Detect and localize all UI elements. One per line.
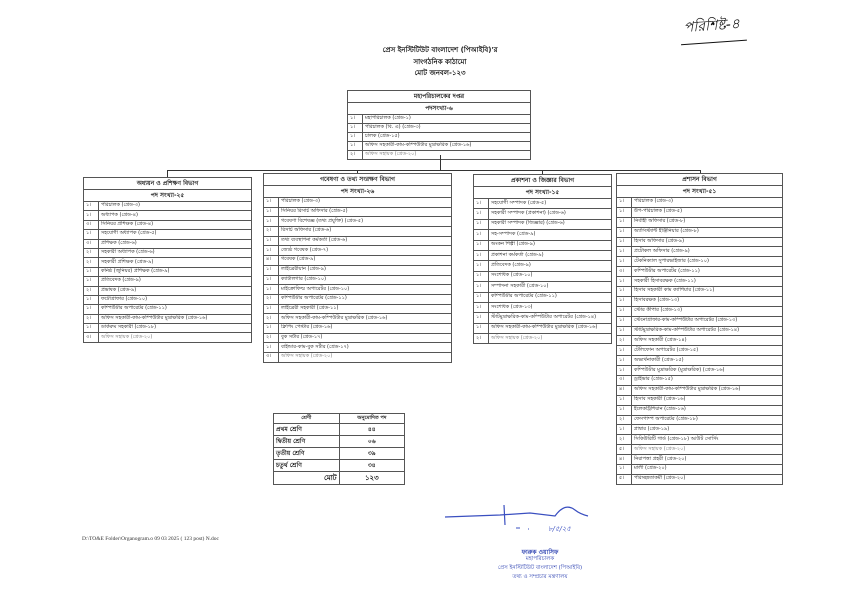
post-quantity: ৫।	[617, 445, 632, 455]
post-title: অংকন শিল্পী (গ্রেড-৯)	[489, 240, 612, 250]
post-row	[617, 385, 783, 395]
post-title: স্টাটমুদ্রাক্ষরিক-কাম-কম্পিউটার অপারেটর (গ্রেড-১৪)	[632, 326, 783, 336]
post-quantity: ১।	[84, 324, 99, 333]
signatory-name: ফারুক ওয়াসিফ	[521, 549, 559, 556]
post-title: অভ্যর্থনাকারী (গ্রেড-১৫)	[632, 356, 783, 366]
post-row	[617, 376, 783, 386]
post-title: পরিচালক (গ্রেড-৩)	[632, 198, 783, 208]
post-row	[617, 455, 783, 465]
post-quantity: ১।	[474, 199, 489, 209]
post-row	[84, 286, 252, 295]
post-quantity: ১।	[264, 217, 279, 227]
post-title: অফিস সহায়ক (গ্রেড-২০)	[363, 151, 531, 160]
post-quantity: ১।	[617, 296, 632, 306]
post-row	[617, 227, 783, 237]
post-quantity: ২।	[84, 248, 99, 257]
post-quantity: ১।	[617, 326, 632, 336]
signatory-ministry: তথ্য ও সম্প্রচার মন্ত্রণালয়	[512, 574, 568, 580]
post-quantity: ১।	[617, 316, 632, 326]
post-title: কম্পিউটার অপারেটর (গ্রেড-১১)	[279, 294, 452, 304]
post-quantity: ১।	[474, 302, 489, 312]
post-row	[264, 236, 452, 246]
post-quantity: ১।	[474, 323, 489, 333]
post-title: কম্পিউটার অপারেটর (গ্রেড-১১)	[632, 267, 783, 277]
post-row	[264, 217, 452, 227]
post-row	[474, 302, 612, 312]
post-title: সংশোধক (গ্রেড-১০)	[489, 271, 612, 281]
post-row	[617, 296, 783, 306]
post-title: অফিস সহায়ক (গ্রেড-২০)	[489, 334, 612, 344]
post-title: অফিস সহকারী-কাম-কম্পিউটার মুদ্রাক্ষরিক (গ্রেড-১৬)	[489, 323, 612, 333]
post-row	[348, 133, 531, 142]
post-title: নির্বাহী অফিসার (গ্রেড-৮)	[632, 217, 783, 227]
post-quantity: ১।	[617, 425, 632, 435]
post-title: সহ-সম্পাদক (গ্রেড-৯)	[489, 230, 612, 240]
post-title: ক্লিপিং পেস্টার (গ্রেড-১৬)	[279, 323, 452, 333]
dept-name: প্রকাশনা ও জিজ্ঞার বিভাগ	[474, 175, 612, 187]
post-quantity: ১।	[617, 237, 632, 247]
post-row	[617, 257, 783, 267]
summary-row	[274, 460, 405, 472]
post-count: পদ সংখ্যা-১৫	[474, 187, 612, 199]
post-row	[617, 425, 783, 435]
post-title: প্রটোকল অফিসার (গ্রেড-৯)	[632, 247, 783, 257]
post-row	[474, 240, 612, 250]
post-row	[264, 285, 452, 295]
post-quantity: ১।	[474, 261, 489, 271]
post-row	[617, 267, 783, 277]
footer-file-path: D:\TO&E Folder\Organogram.o 09 03 2025 ( 123 post) N.doc	[82, 536, 219, 542]
post-title: কম্পিউটার অপারেটর (গ্রেড-১১)	[99, 305, 252, 314]
post-row	[474, 271, 612, 281]
post-quantity: ১।	[474, 292, 489, 302]
post-row	[264, 246, 452, 256]
post-quantity: ১।	[474, 209, 489, 219]
post-quantity: ৪।	[264, 256, 279, 266]
post-title: সহকারী প্রশিক্ষক (গ্রেড-৯)	[99, 258, 252, 267]
post-title: চালক (গ্রেড-১৫)	[363, 133, 531, 142]
post-quantity: ১।	[348, 142, 363, 151]
post-quantity: ২।	[348, 151, 363, 160]
post-title: হিসাব সহকারী কাম ক্যাশিয়ার (গ্রেড-১১)	[632, 287, 783, 297]
post-count: পদ সংখ্যা-২৫	[84, 190, 252, 202]
post-title: পরিচালক (গ্রেড-৩)	[99, 202, 252, 211]
post-quantity: ১।	[617, 277, 632, 287]
post-quantity: ১।	[84, 295, 99, 304]
post-row	[264, 227, 452, 237]
post-quantity: ১।	[474, 282, 489, 292]
post-row	[84, 324, 252, 333]
post-row	[84, 305, 252, 314]
post-title: সহকারী সম্পাদক (জিজ্ঞার) (গ্রেড-৬)	[489, 219, 612, 229]
post-quantity: ১।	[264, 275, 279, 285]
post-row	[617, 435, 783, 445]
dept-table-research	[263, 173, 452, 363]
post-quantity: ৫।	[617, 474, 632, 484]
post-title: প্রশিক্ষক (গ্রেড-৬)	[99, 239, 252, 248]
post-row	[264, 198, 452, 208]
post-row	[474, 323, 612, 333]
post-row	[617, 326, 783, 336]
post-title: কম্পিউটার মুদ্রাক্ষরিক (মুদ্রাক্ষরিক) (গ্রেড-১৬)	[632, 366, 783, 376]
post-title: স্টোর কীপার (গ্রেড-১৩)	[632, 306, 783, 316]
post-quantity: ১।	[264, 304, 279, 314]
post-quantity: ১।	[264, 265, 279, 275]
post-row	[348, 115, 531, 124]
post-title: ড্রাইভার (গ্রেড-১৫)	[632, 376, 783, 386]
post-row	[264, 256, 452, 266]
post-count: পদ সংখ্যা-২৬	[264, 186, 452, 198]
post-row	[617, 277, 783, 287]
post-quantity: ২।	[617, 415, 632, 425]
post-row	[264, 353, 452, 363]
post-row	[84, 258, 252, 267]
summary-row	[274, 436, 405, 448]
post-quantity: ১।	[348, 115, 363, 124]
post-title: প্রতিবেদক (গ্রেড-৯)	[489, 261, 612, 271]
post-row	[264, 275, 452, 285]
post-row	[617, 395, 783, 405]
post-quantity: ১।	[617, 395, 632, 405]
post-title: সহকারী হিসাবরক্ষক (গ্রেড-১১)	[632, 277, 783, 287]
post-row	[264, 294, 452, 304]
post-row	[84, 267, 252, 276]
post-quantity: ১।	[617, 287, 632, 297]
post-title: সহযোগী অধ্যাপক (গ্রেড-৫)	[99, 230, 252, 239]
summary-row	[274, 424, 405, 436]
summary-class: চতুর্থ শ্রেণি	[274, 460, 340, 472]
post-title: অফিস সহকারী-কাম-কম্পিউটার মুদ্রাক্ষরিক (গ্রেড-১৬)	[632, 385, 783, 395]
post-title: রিসার্চ অফিসার (গ্রেড-৬)	[279, 227, 452, 237]
dept-table-publication	[473, 174, 612, 344]
summary-value: ০৬	[339, 436, 404, 448]
post-row	[617, 415, 783, 425]
post-row	[84, 295, 252, 304]
post-title: পরিচালক (গ্রেড-৩)	[279, 198, 452, 208]
dept-name: মহাপরিচালকের দপ্তর	[348, 91, 531, 103]
post-title: প্রতিবেদক (গ্রেড-৯)	[99, 277, 252, 286]
post-title: লাইব্রেরী সহকারী (গ্রেড-১১)	[279, 304, 452, 314]
signature-date: ৮/৫/২৫	[548, 525, 571, 533]
post-quantity: ১।	[84, 202, 99, 211]
post-quantity: ১।	[617, 356, 632, 366]
summary-value: ৩৯	[339, 448, 404, 460]
post-quantity: ৩।	[84, 333, 99, 342]
post-quantity: ১।	[264, 323, 279, 333]
dept-name: গবেষণা ও তথ্য সংরক্ষণ বিভাগ	[264, 174, 452, 186]
post-row	[617, 306, 783, 316]
post-quantity: ১।	[84, 211, 99, 220]
post-row	[617, 474, 783, 484]
post-title: প্রভাষক (গ্রেড-৯)	[99, 286, 252, 295]
post-title: অ্যাসিস্ট্যান্ট ইঞ্জিনিয়ার (গ্রেড-৮)	[632, 227, 783, 237]
post-row	[264, 207, 452, 217]
post-title: অফিস সহকারী-কাম-কম্পিউটার মুদ্রাক্ষরিক (গ্রেড-১৬)	[99, 314, 252, 323]
post-title: প্রকাশনা কর্মকর্তা (গ্রেড-৯)	[489, 250, 612, 260]
post-quantity: ২।	[264, 227, 279, 237]
post-title: পরিচালক (বি. এ) (গ্রেড-৩)	[363, 124, 531, 133]
dept-name: প্রশাসন বিভাগ	[617, 174, 783, 186]
post-row	[84, 239, 252, 248]
post-title: অফিস সহকারী-কাম-কম্পিউটার মুদ্রাক্ষরিক (গ্রেড-১৬)	[363, 142, 531, 151]
post-quantity: ১।	[348, 124, 363, 133]
post-count: পদসংখ্যা-৬	[348, 103, 531, 115]
post-row	[264, 343, 452, 353]
post-quantity: ১।	[617, 465, 632, 475]
post-quantity: ১।	[617, 247, 632, 257]
post-row	[84, 333, 252, 342]
post-quantity: ১।	[617, 198, 632, 208]
post-quantity: ১।	[84, 230, 99, 239]
post-title: কম্পিউটার অপারেটর (গ্রেড-১১)	[489, 292, 612, 302]
post-quantity: ১।	[474, 271, 489, 281]
post-row	[617, 237, 783, 247]
post-title: টেকনিক্যাল সুপারভাইজার (গ্রেড-১০)	[632, 257, 783, 267]
post-row	[84, 248, 252, 257]
post-quantity: ১।	[264, 236, 279, 246]
summary-class: তৃতীয় শ্রেণি	[274, 448, 340, 460]
post-row	[474, 230, 612, 240]
post-quantity: ১।	[617, 306, 632, 316]
post-quantity: ১।	[617, 346, 632, 356]
post-title: হিসাব সহকারী (গ্রেড-১৬)	[632, 395, 783, 405]
summary-value: ৪৪	[339, 424, 404, 436]
dept-table-administration	[616, 173, 783, 485]
post-title: নিরাপত্তা প্রহরী (গ্রেড-২০)	[632, 455, 783, 465]
post-quantity: ১।	[264, 198, 279, 208]
post-title: অফিস সহকারী (গ্রেড-১৪)	[632, 336, 783, 346]
post-title: মহাপরিচালক (গ্রেড-১)	[363, 115, 531, 124]
post-row	[264, 323, 452, 333]
post-title: সম্পাদনা সহকারী (গ্রেড-১০)	[489, 282, 612, 292]
summary-table	[273, 413, 405, 485]
post-title: বাইন্ডার-কাম-বুক সর্টার (গ্রেড-১৭)	[279, 343, 452, 353]
post-quantity: ১।	[617, 217, 632, 227]
post-title: গবেষণা বিশেষজ্ঞ (তথ্য প্রযুক্তি) (গ্রেড-৫)	[279, 217, 452, 227]
post-quantity: ১।	[617, 257, 632, 267]
post-row	[617, 346, 783, 356]
post-quantity: ১।	[617, 366, 632, 376]
post-title: গবেষক (গ্রেড-৯)	[279, 256, 452, 266]
post-quantity: ৩।	[617, 376, 632, 386]
post-title: ফেসপাম্প অপারেটর (গ্রেড-১৮)	[632, 415, 783, 425]
doc-title: প্রেস ইনস্টিটিউট বাংলাদেশ (পিআইবি)'র	[382, 46, 498, 54]
post-quantity: ১।	[264, 246, 279, 256]
post-row	[474, 282, 612, 292]
head-office-table	[347, 90, 531, 160]
post-title: ইলেকট্রিশিয়ান (গ্রেড-১৬)	[632, 405, 783, 415]
post-quantity: ১।	[84, 267, 99, 276]
post-title: সিনিয়র রিসার্চ অফিসার (গ্রেড-৫)	[279, 207, 452, 217]
post-quantity: ১।	[617, 207, 632, 217]
post-quantity: ৪।	[617, 455, 632, 465]
post-row	[84, 202, 252, 211]
post-title: বুক সর্টার (গ্রেড-১৭)	[279, 333, 452, 343]
post-row	[84, 314, 252, 323]
post-row	[474, 209, 612, 219]
post-quantity: ১।	[474, 230, 489, 240]
post-quantity: ১।	[84, 277, 99, 286]
post-quantity: ৩।	[84, 220, 99, 229]
summary-class: প্রথম শ্রেণি	[274, 424, 340, 436]
post-row	[617, 316, 783, 326]
post-title: টেলিফোন অপারেটর (গ্রেড-১৫)	[632, 346, 783, 356]
post-quantity: ১।	[84, 305, 99, 314]
post-row	[617, 217, 783, 227]
post-quantity: ২।	[617, 336, 632, 346]
post-title: স্টেনোগ্রাফার-কাম-কম্পিউটার অপারেটর (গ্রেড-১৩)	[632, 316, 783, 326]
post-title: সিনিয়র প্রশিক্ষক (গ্রেড-৪)	[99, 220, 252, 229]
post-title: ফটোগ্রাফার (গ্রেড-১০)	[99, 295, 252, 304]
post-row	[348, 142, 531, 151]
post-row	[617, 405, 783, 415]
connector	[167, 170, 700, 171]
summary-class: দ্বিতীয় শ্রেণি	[274, 436, 340, 448]
post-quantity: ১।	[617, 227, 632, 237]
post-row	[617, 465, 783, 475]
post-title: কনিষ্ঠ (জুনিয়র) প্রশিক্ষক (গ্রেড-৯)	[99, 267, 252, 276]
post-title: ডার্করুম সহকারী (গ্রেড-১৮)	[99, 324, 252, 333]
post-quantity: ২।	[84, 314, 99, 323]
post-row	[348, 124, 531, 133]
post-title: পরিচ্ছন্নতাকর্মী (গ্রেড-২০)	[632, 474, 783, 484]
summary-row	[274, 448, 405, 460]
connector	[440, 155, 441, 170]
post-title: অফিস সহায়ক (গ্রেড-২০)	[279, 353, 452, 363]
post-row	[84, 230, 252, 239]
post-title: জ্যেষ্ঠ গবেষক (গ্রেড-৭)	[279, 246, 452, 256]
post-row	[84, 211, 252, 220]
post-row	[264, 265, 452, 275]
post-row	[617, 366, 783, 376]
summary-header-class: শ্রেণী	[274, 414, 340, 424]
post-quantity: ১।	[474, 240, 489, 250]
post-row	[617, 198, 783, 208]
signatory-org: প্রেস ইনস্টিটিউট বাংলাদেশ (পিআইবি)	[497, 565, 583, 571]
post-quantity: ১।	[264, 343, 279, 353]
post-row	[617, 287, 783, 297]
signatory-designation: মহাপরিচালক	[525, 556, 555, 562]
post-row	[474, 334, 612, 344]
post-quantity: ২।	[84, 258, 99, 267]
post-count: পদ সংখ্যা-৫১	[617, 186, 783, 198]
post-title: তথ্য ব্যবস্থাপনা কর্মকর্তা (গ্রেড-৬)	[279, 236, 452, 246]
signature-image	[440, 500, 600, 540]
post-row	[264, 314, 452, 324]
post-quantity: ২।	[264, 294, 279, 304]
doc-subtitle: সাংগঠনিক কাঠামো	[413, 58, 467, 66]
post-row	[474, 261, 612, 271]
total-staff: মোট জনবল-১২৩	[414, 69, 466, 77]
post-quantity: ১।	[348, 133, 363, 142]
post-row	[617, 356, 783, 366]
post-title: অফিস সহায়ক (গ্রেড-২০)	[99, 333, 252, 342]
post-row	[348, 151, 531, 160]
post-quantity: ২।	[264, 333, 279, 343]
post-title: অফিস সহকারী-কাম-কম্পিউটার মুদ্রাক্ষরিক (গ্রেড-১৬)	[279, 314, 452, 324]
post-quantity: ১।	[617, 405, 632, 415]
post-title: সহকারী সম্পাদক (প্রকাশনা) (গ্রেড-৬)	[489, 209, 612, 219]
post-title: ক্যাটালগার (গ্রেড-১০)	[279, 275, 452, 285]
summary-total-label: মোট	[274, 472, 340, 485]
post-title: অধ্যাপক (গ্রেড-৪)	[99, 211, 252, 220]
post-row	[474, 292, 612, 302]
page-mark: পরিশিষ্ট-৪	[679, 12, 747, 46]
post-row	[84, 277, 252, 286]
summary-header-posts: অনুমোদিত পদ	[339, 414, 404, 424]
post-row	[474, 199, 612, 209]
post-title: হিসাবরক্ষক (গ্রেড-১৩)	[632, 296, 783, 306]
dept-table-training	[83, 177, 252, 343]
post-quantity: ২।	[617, 435, 632, 445]
post-row	[84, 220, 252, 229]
post-quantity: ৪।	[617, 385, 632, 395]
post-quantity: ১।	[474, 250, 489, 260]
post-quantity: ১।	[264, 285, 279, 295]
post-title: সিকিউরিটি গার্ড (গ্রেড-১৮) আউট সোর্সিং	[632, 435, 783, 445]
post-title: প্লাম্বার (গ্রেড-১৯)	[632, 425, 783, 435]
post-title: হিসাব অফিসার (গ্রেড-৯)	[632, 237, 783, 247]
post-quantity: ২।	[84, 286, 99, 295]
post-quantity: ১।	[474, 219, 489, 229]
post-quantity: ৩।	[84, 239, 99, 248]
dept-name: অধ্যয়ন ও প্রশিক্ষণ বিভাগ	[84, 178, 252, 190]
post-title: অফিস সহায়ক (গ্রেড-২০)	[632, 445, 783, 455]
post-title: স্টাটমুদ্রাক্ষরিক-কাম-কম্পিউটার অপারেটর (গ্রেড-১৪)	[489, 313, 612, 323]
summary-total-value: ১২৩	[339, 472, 404, 485]
post-quantity: ৩।	[264, 353, 279, 363]
post-title: সহযোগী সম্পাদক (গ্রেড-৫)	[489, 199, 612, 209]
post-quantity: ২।	[474, 334, 489, 344]
post-row	[474, 313, 612, 323]
summary-value: ৩৪	[339, 460, 404, 472]
post-quantity: ১।	[264, 207, 279, 217]
post-row	[617, 445, 783, 455]
post-quantity: ১।	[474, 313, 489, 323]
post-quantity: ৩।	[617, 267, 632, 277]
post-row	[474, 250, 612, 260]
post-title: সংশোধক (গ্রেড-১৩)	[489, 302, 612, 312]
post-title: মালী (গ্রেড-২০)	[632, 465, 783, 475]
connector	[167, 170, 168, 177]
post-title: উপ-পরিচালক (গ্রেড-৫)	[632, 207, 783, 217]
post-title: মাইক্রোফিল্ম অপারেটর (গ্রেড-১০)	[279, 285, 452, 295]
post-row	[264, 304, 452, 314]
post-row	[264, 333, 452, 343]
post-row	[617, 336, 783, 346]
post-row	[474, 219, 612, 229]
post-row	[617, 207, 783, 217]
post-row	[617, 247, 783, 257]
post-title: সহকারী অধ্যাপক (গ্রেড-৬)	[99, 248, 252, 257]
post-title: লাইব্রেরীয়ান (গ্রেড-৯)	[279, 265, 452, 275]
post-quantity: ২।	[264, 314, 279, 324]
